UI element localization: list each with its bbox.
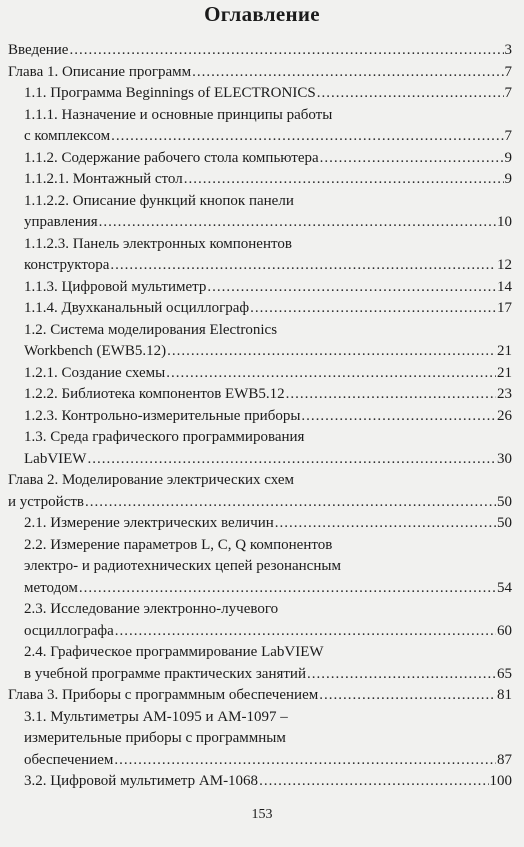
toc-entry <box>0 384 524 406</box>
toc-page-number: 65 <box>497 665 512 682</box>
toc-entry-text: 3.2. Цифровой мультиметр АМ-1068 <box>24 773 259 789</box>
toc-page-number: 60 <box>497 622 512 639</box>
toc-entry <box>0 148 524 170</box>
toc-page-number: 30 <box>497 450 512 467</box>
toc-page-number: 21 <box>497 364 512 381</box>
toc-entry-text: электро- и радиотехнических цепей резонансным <box>24 558 341 574</box>
toc-entry-text: 1.1.2.1. Монтажный стол <box>24 171 183 187</box>
toc-entry-text: 1.2.3. Контрольно-измерительные приборы <box>24 407 301 424</box>
dot-leader <box>69 40 503 62</box>
toc-entry-text: 1.1.4. Двухканальный осциллограф <box>24 300 250 316</box>
dot-leader <box>166 363 496 385</box>
toc-entry <box>0 470 524 513</box>
toc-entry <box>0 599 524 642</box>
toc-page-number: 14 <box>497 278 512 295</box>
dot-leader <box>87 449 496 471</box>
toc-entry-text: с комплексом <box>24 128 111 144</box>
toc-entry <box>0 535 524 600</box>
toc-entry-text: 1.1.2.2. Описание функций кнопок панели <box>24 192 294 209</box>
toc-entry-text: Глава 3. Приборы с программным обеспечением <box>8 687 319 703</box>
toc-entry-text: 1.1.2.3. Панель электронных компонентов <box>24 235 292 252</box>
toc-page-number: 7 <box>504 128 512 144</box>
toc-entry-text: измерительные приборы с программным <box>24 730 286 746</box>
toc-entry-text: в учебной программе практических занятий <box>24 665 306 682</box>
toc-page-number: 26 <box>497 407 512 424</box>
toc-entry-text: управления <box>24 214 98 230</box>
toc-entry-text: LabVIEW <box>24 450 87 467</box>
dot-leader <box>184 169 504 191</box>
toc-page-number: 21 <box>497 343 512 359</box>
toc-entry <box>0 105 524 148</box>
toc-entry <box>0 191 524 234</box>
toc-page-number: 81 <box>497 687 512 703</box>
toc-entry-text: конструктора <box>24 257 110 273</box>
toc-page-number: 10 <box>497 214 512 230</box>
toc-entry <box>0 513 524 535</box>
toc-page-number: 7 <box>504 63 512 80</box>
toc-entry-text: Глава 2. Моделирование электрических схем <box>8 472 295 488</box>
toc-entry <box>0 40 524 62</box>
dot-leader <box>319 685 496 707</box>
toc-entry-text: 2.4. Графическое программирование LabVIEW <box>24 644 324 660</box>
toc-entry-text: 2.1. Измерение электрических величин <box>24 515 274 531</box>
toc-entry <box>0 83 524 105</box>
toc-entry <box>0 320 524 363</box>
toc-entry <box>0 707 524 772</box>
toc-entry-text: Введение <box>8 42 69 58</box>
toc-page-number: 17 <box>497 300 512 316</box>
toc-entry-text: Workbench (EWB5.12) <box>24 343 167 359</box>
toc-entry <box>0 298 524 320</box>
toc-page-number: 9 <box>504 171 512 187</box>
dot-leader <box>207 277 496 299</box>
toc-entry-text: 1.1.2. Содержание рабочего стола компьютера <box>24 149 319 166</box>
dot-leader <box>167 341 496 363</box>
dot-leader <box>85 492 496 514</box>
toc-entry <box>0 406 524 428</box>
table-of-contents <box>0 40 524 793</box>
toc-page-number: 100 <box>489 773 512 789</box>
toc-entry-text: 1.2.2. Библиотека компонентов EWB5.12 <box>24 386 285 402</box>
toc-page-number: 9 <box>504 149 512 166</box>
page-number: 153 <box>251 807 273 822</box>
toc-entry-text: 3.1. Мультиметры АМ-1095 и АМ-1097 – <box>24 708 288 725</box>
dot-leader <box>114 750 496 772</box>
dot-leader <box>250 298 496 320</box>
toc-page-number: 23 <box>497 386 512 402</box>
dot-leader <box>317 83 504 105</box>
toc-page-number: 7 <box>504 85 512 101</box>
toc-entry <box>0 169 524 191</box>
toc-entry <box>0 427 524 470</box>
toc-entry-text: Глава 1. Описание программ <box>8 63 192 80</box>
toc-entry-text: методом <box>24 579 78 596</box>
dot-leader <box>99 212 496 234</box>
toc-entry-text: 2.3. Исследование электронно-лучевого <box>24 601 279 617</box>
dot-leader <box>259 771 488 793</box>
dot-leader <box>111 126 503 148</box>
dot-leader <box>307 664 496 686</box>
dot-leader <box>79 578 496 600</box>
dot-leader <box>192 62 503 84</box>
toc-entry-text: 1.1. Программа Beginnings of ELECTRONICS <box>24 85 316 101</box>
toc-entry <box>0 277 524 299</box>
toc-entry <box>0 62 524 84</box>
dot-leader <box>320 148 504 170</box>
toc-page-number: 50 <box>497 493 512 510</box>
dot-leader <box>286 384 496 406</box>
toc-page-number: 3 <box>504 42 512 58</box>
toc-page-number: 50 <box>497 515 512 531</box>
toc-page-number: 87 <box>497 751 512 768</box>
toc-entry-text: 1.2.1. Создание схемы <box>24 364 166 381</box>
toc-entry <box>0 642 524 685</box>
dot-leader <box>301 406 496 428</box>
toc-entry <box>0 234 524 277</box>
toc-entry <box>0 685 524 707</box>
toc-entry-text: 2.2. Измерение параметров L, C, Q компонентов <box>24 536 333 553</box>
dot-leader <box>115 621 496 643</box>
toc-entry-text: осциллографа <box>24 622 114 639</box>
toc-entry <box>0 771 524 793</box>
page-title: Оглавление <box>204 2 320 26</box>
toc-page-number: 54 <box>497 579 512 596</box>
toc-entry-text: и устройств <box>8 493 84 510</box>
toc-entry-text: 1.1.3. Цифровой мультиметр <box>24 278 207 295</box>
toc-entry <box>0 363 524 385</box>
toc-page-number: 12 <box>497 257 512 273</box>
dot-leader <box>110 255 496 277</box>
toc-entry-text: 1.1.1. Назначение и основные принципы работы <box>24 106 333 123</box>
toc-entry-text: 1.2. Система моделирования Electronics <box>24 321 278 338</box>
dot-leader <box>275 513 496 535</box>
toc-entry-text: 1.3. Среда графического программирования <box>24 429 305 445</box>
toc-entry-text: обеспечением <box>24 751 114 768</box>
